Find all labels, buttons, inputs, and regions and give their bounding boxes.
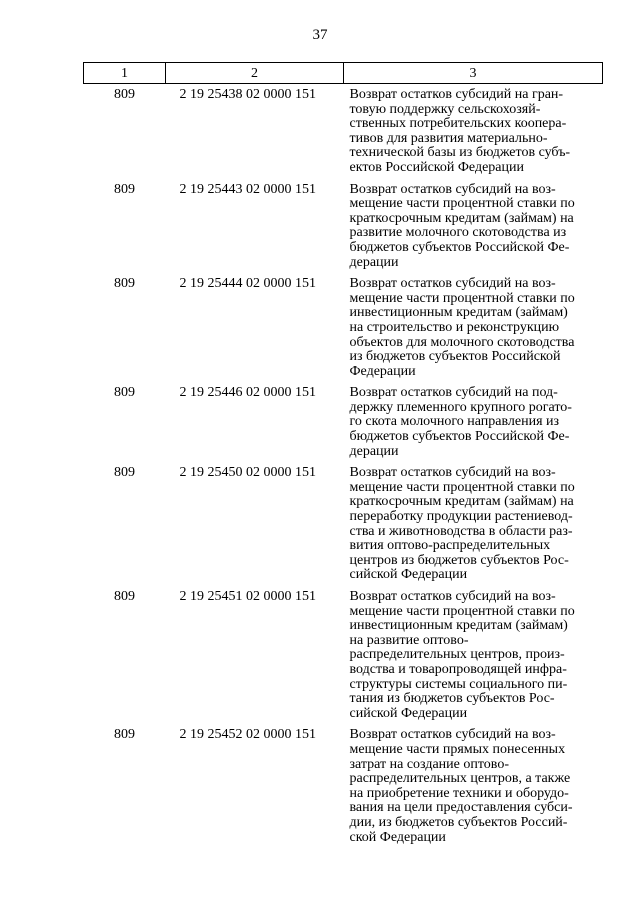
column-header-2: 2: [166, 63, 344, 84]
description-line: Возврат остатков субсидий на воз-: [349, 181, 556, 197]
table-header-row: [84, 63, 603, 84]
description-line: инвестиционным кредитам (займам): [349, 618, 568, 634]
administrator-code: 809: [114, 276, 135, 292]
description-line: инвестиционным кредитам (займам): [349, 305, 568, 321]
administrator-code: 809: [114, 181, 135, 197]
description-line: вития оптово-распределительных: [349, 538, 551, 554]
description-line: Возврат остатков субсидий на воз-: [349, 727, 556, 743]
description-line: структуры системы социального пи-: [349, 676, 568, 692]
revenue-description: [344, 462, 603, 586]
description-line: го скота молочного направления из: [349, 414, 560, 430]
description-line: держку племенного крупного рогато-: [349, 399, 572, 415]
revenue-description: [344, 273, 603, 382]
administrator-code: 809: [114, 465, 135, 481]
administrator-code: 809: [114, 385, 135, 401]
description-line: из бюджетов субъектов Российской: [349, 349, 561, 365]
table-row: [84, 382, 603, 462]
description-line: мещение части процентной ставки по: [349, 479, 575, 495]
description-line: Возврат остатков субсидий на воз-: [349, 276, 556, 292]
description-line: технической базы из бюджетов субъ-: [349, 145, 571, 161]
description-line: мещение части процентной ставки по: [349, 290, 575, 306]
table-row: [84, 724, 603, 848]
budget-classification-code: 2 19 25450 02 0000 151: [179, 465, 316, 481]
description-line: распределительных центров, произ-: [349, 647, 565, 663]
description-line: на развитие оптово-: [349, 632, 469, 648]
description-line: Федерации: [349, 363, 416, 379]
description-line: затрат на создание оптово-: [349, 756, 509, 772]
description-line: краткосрочным кредитам (займам) на: [349, 210, 574, 226]
description-line: тания из бюджетов субъектов Рос-: [349, 691, 555, 707]
budget-classification-code: 2 19 25452 02 0000 151: [179, 727, 316, 743]
description-line: мещение части процентной ставки по: [349, 603, 575, 619]
table-row: [84, 462, 603, 586]
budget-classification-code: 2 19 25451 02 0000 151: [179, 589, 316, 604]
budget-classification-code: 2 19 25438 02 0000 151: [179, 87, 316, 102]
revenue-description: [344, 84, 603, 179]
description-line: Возврат остатков субсидий на гран-: [349, 87, 564, 102]
administrator-code: 809: [114, 727, 135, 743]
budget-classification-code: 2 19 25443 02 0000 151: [179, 181, 316, 197]
description-line: товую поддержку сельскохозяй-: [349, 101, 541, 117]
budget-classification-code: 2 19 25446 02 0000 151: [179, 385, 316, 401]
description-line: ственных потребительских коопера-: [349, 116, 567, 132]
description-line: водства и товаропроводящей инфра-: [349, 661, 567, 677]
table-row: [84, 179, 603, 274]
description-line: ской Федерации: [349, 829, 446, 845]
description-line: ектов Российской Федерации: [349, 159, 524, 175]
description-line: Возврат остатков субсидий на под-: [349, 385, 558, 401]
description-line: на приобретение техники и оборудо-: [349, 785, 569, 801]
revenue-description: [344, 382, 603, 462]
table-row: [84, 586, 603, 724]
description-line: центров из бюджетов субъектов Рос-: [349, 552, 569, 568]
description-line: вания на цели предоставления субси-: [349, 800, 573, 816]
budget-codes-table: [83, 62, 603, 848]
table-row: [84, 273, 603, 382]
description-line: объектов для молочного скотоводства: [349, 334, 575, 350]
description-line: сийской Федерации: [349, 567, 468, 583]
description-line: дерации: [349, 254, 399, 270]
description-line: бюджетов субъектов Российской Фе-: [349, 429, 570, 445]
description-line: на строительство и реконструкцию: [349, 319, 560, 335]
description-line: мещение части процентной ставки по: [349, 196, 575, 212]
description-line: краткосрочным кредитам (займам) на: [349, 494, 574, 510]
description-line: дерации: [349, 443, 399, 459]
description-line: ства и животноводства в области раз-: [349, 523, 573, 539]
revenue-description: [344, 724, 603, 848]
column-header-1: 1: [84, 63, 166, 84]
description-line: развитие молочного скотоводства из: [349, 225, 567, 241]
column-header-3: 3: [344, 63, 603, 84]
administrator-code: 809: [114, 87, 135, 102]
description-line: переработку продукции растениевод-: [349, 509, 573, 525]
description-line: распределительных центров, а также: [349, 771, 571, 787]
description-line: мещение части прямых понесенных: [349, 741, 566, 757]
page-number: 37: [312, 27, 328, 43]
administrator-code: 809: [114, 589, 135, 604]
description-line: Возврат остатков субсидий на воз-: [349, 589, 556, 604]
revenue-description: [344, 179, 603, 274]
description-line: бюджетов субъектов Российской Фе-: [349, 239, 570, 255]
description-line: Возврат остатков субсидий на воз-: [349, 465, 556, 481]
description-line: тивов для развития материально-: [349, 130, 548, 146]
description-line: сийской Федерации: [349, 705, 468, 721]
table-row: [84, 84, 603, 179]
table-body: [84, 84, 603, 849]
description-line: дии, из бюджетов субъектов Россий-: [349, 814, 568, 830]
budget-classification-code: 2 19 25444 02 0000 151: [179, 276, 316, 292]
revenue-description: [344, 586, 603, 724]
